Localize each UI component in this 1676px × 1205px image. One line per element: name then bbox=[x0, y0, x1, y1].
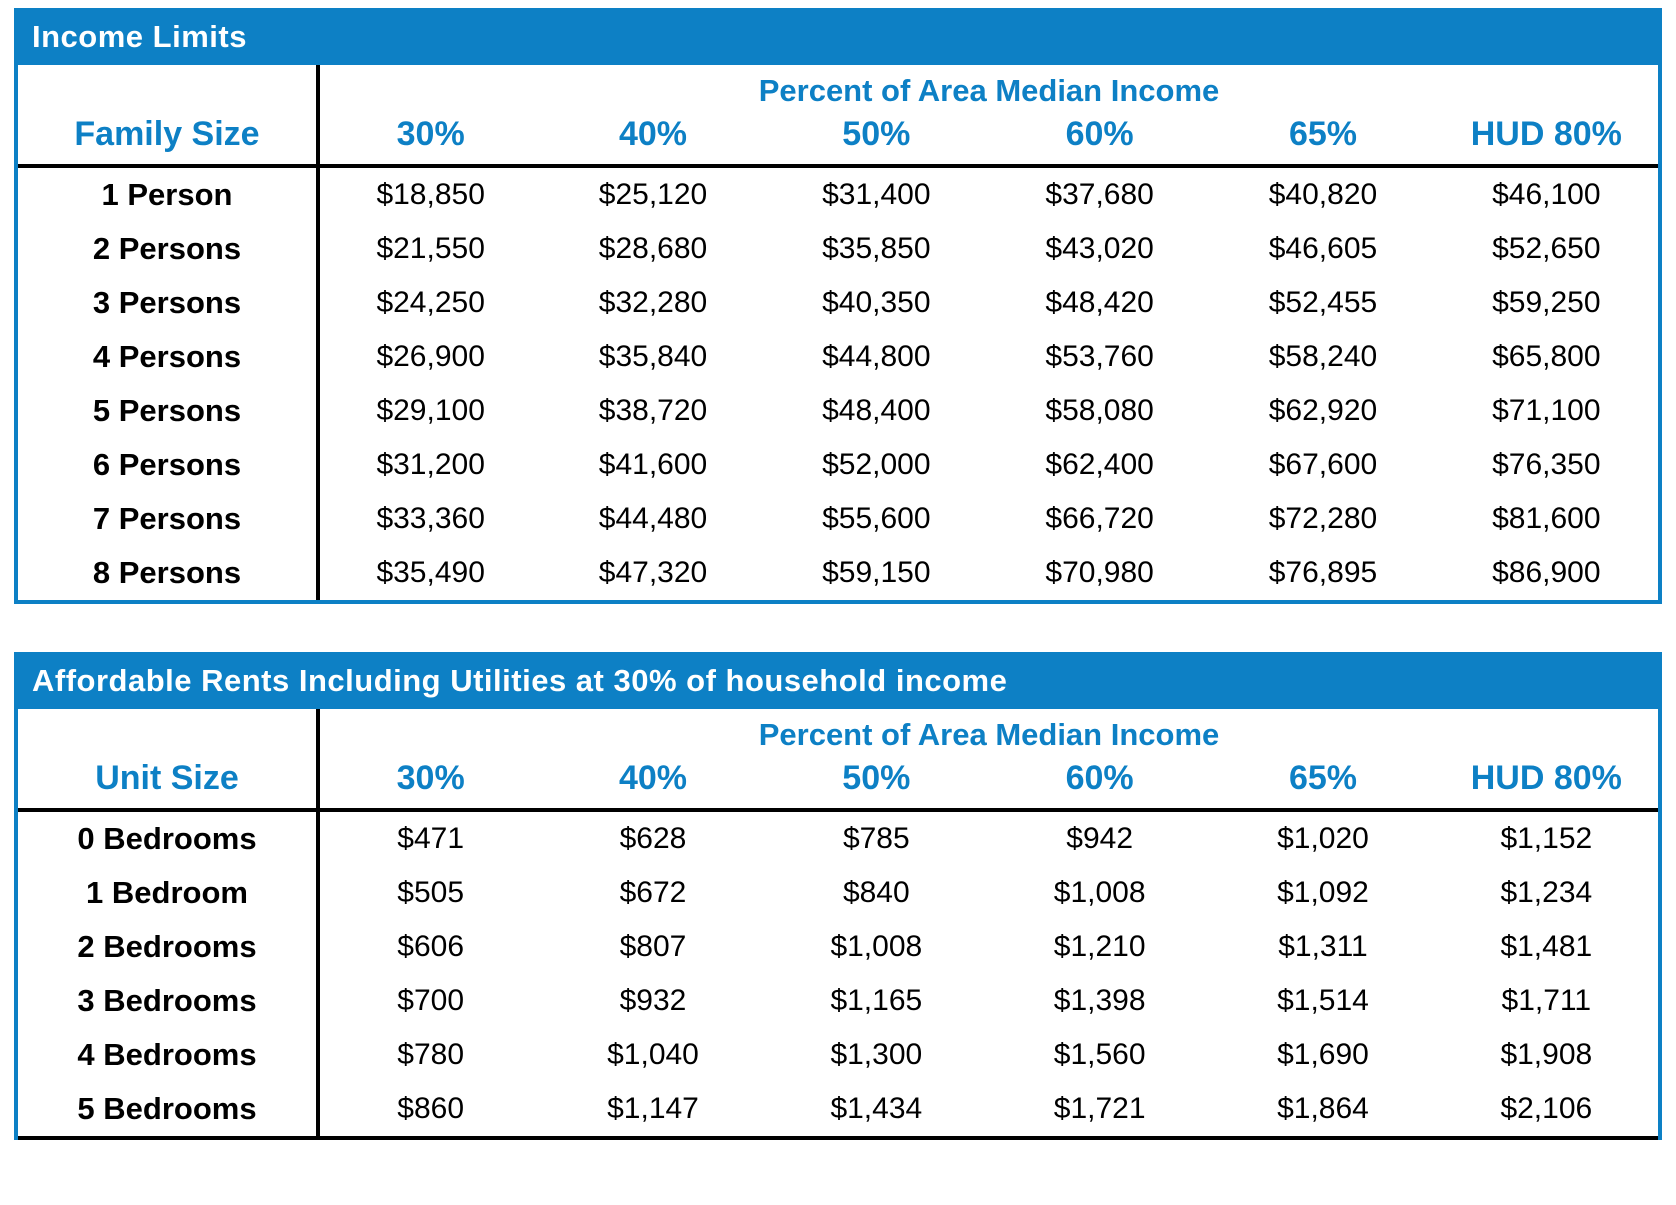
value-cell: $67,600 bbox=[1268, 448, 1378, 482]
value-cell: $41,600 bbox=[598, 448, 708, 482]
income-limits-grid bbox=[18, 65, 1658, 600]
table-row bbox=[18, 866, 1658, 920]
value-cell: $48,420 bbox=[1045, 286, 1154, 320]
row-label: 3 Bedrooms bbox=[77, 983, 257, 1019]
value-cell: $31,200 bbox=[318, 438, 541, 492]
value-cell: $33,360 bbox=[318, 492, 541, 546]
affordable-rents-table bbox=[14, 652, 1662, 1140]
column-header: 60% bbox=[988, 755, 1211, 810]
value-cell: $37,680 bbox=[1045, 178, 1154, 212]
column-header: 30% bbox=[318, 755, 541, 810]
value-cell: $505 bbox=[318, 866, 541, 920]
table-row bbox=[18, 974, 1658, 1028]
value-cell: $58,240 bbox=[1268, 340, 1378, 374]
table-row bbox=[18, 810, 1658, 866]
table-row bbox=[18, 492, 1658, 546]
table-row bbox=[18, 920, 1658, 974]
row-label: 4 Persons bbox=[92, 339, 242, 375]
value-cell: $70,980 bbox=[1045, 556, 1154, 590]
row-label: 5 Persons bbox=[92, 393, 242, 429]
row-label: 6 Persons bbox=[92, 447, 242, 483]
value-cell: $1,008 bbox=[1053, 876, 1146, 910]
value-cell: $942 bbox=[1066, 822, 1134, 856]
affordable-rents-title: Affordable Rents Including Utilities at 30% of household income bbox=[18, 656, 1658, 709]
column-header: 60% bbox=[988, 111, 1211, 166]
value-cell: $53,760 bbox=[1045, 340, 1154, 374]
column-header: 50% bbox=[765, 111, 988, 166]
value-cell: $471 bbox=[318, 810, 541, 866]
value-cell: $71,100 bbox=[1492, 394, 1601, 428]
value-cell: $1,690 bbox=[1277, 1038, 1369, 1072]
row-label: 4 Bedrooms bbox=[77, 1037, 257, 1073]
value-cell: $72,280 bbox=[1268, 502, 1378, 536]
value-cell: $38,720 bbox=[598, 394, 708, 428]
value-cell: $1,210 bbox=[1053, 930, 1146, 964]
value-cell: $35,850 bbox=[822, 232, 931, 266]
group-header: Percent of Area Median Income bbox=[318, 65, 1658, 111]
value-cell: $40,820 bbox=[1268, 178, 1378, 212]
value-cell: $807 bbox=[619, 930, 687, 964]
table-row bbox=[18, 330, 1658, 384]
value-cell: $81,600 bbox=[1492, 502, 1601, 536]
column-header: 65% bbox=[1211, 755, 1434, 810]
row-label: 8 Persons bbox=[92, 555, 242, 591]
table-row bbox=[18, 276, 1658, 330]
value-cell: $1,398 bbox=[1053, 984, 1146, 1018]
value-cell: $840 bbox=[842, 876, 910, 910]
value-cell: $1,165 bbox=[830, 984, 923, 1018]
value-cell: $628 bbox=[619, 822, 687, 856]
value-cell: $1,908 bbox=[1500, 1038, 1593, 1072]
value-cell: $47,320 bbox=[598, 556, 708, 590]
value-cell: $780 bbox=[318, 1028, 541, 1082]
value-cell: $1,040 bbox=[607, 1038, 699, 1072]
value-cell: $1,514 bbox=[1277, 984, 1369, 1018]
value-cell: $66,720 bbox=[1045, 502, 1154, 536]
value-cell: $18,850 bbox=[318, 166, 541, 222]
data-table bbox=[18, 709, 1658, 1140]
value-cell: $1,020 bbox=[1277, 822, 1369, 856]
column-header: 40% bbox=[541, 111, 764, 166]
value-cell: $606 bbox=[318, 920, 541, 974]
table-row bbox=[18, 384, 1658, 438]
row-label: 2 Persons bbox=[92, 231, 242, 267]
row-label: 1 Person bbox=[101, 177, 233, 213]
value-cell: $59,150 bbox=[822, 556, 931, 590]
income-limits-table bbox=[14, 8, 1662, 604]
column-header: HUD 80% bbox=[1435, 755, 1658, 810]
value-cell: $21,550 bbox=[318, 222, 541, 276]
corner-cell bbox=[18, 709, 318, 755]
group-header-row bbox=[18, 709, 1658, 755]
value-cell: $860 bbox=[318, 1082, 541, 1138]
row-label: 1 Bedroom bbox=[86, 875, 248, 911]
value-cell: $65,800 bbox=[1492, 340, 1601, 374]
table-row bbox=[18, 546, 1658, 600]
value-cell: $1,434 bbox=[765, 1082, 988, 1138]
income-limits-title: Income Limits bbox=[18, 12, 1658, 65]
value-cell: $26,900 bbox=[318, 330, 541, 384]
value-cell: $35,490 bbox=[318, 546, 541, 600]
row-header-label: Unit Size bbox=[18, 755, 318, 810]
value-cell: $785 bbox=[842, 822, 910, 856]
column-header-row bbox=[18, 111, 1658, 166]
value-cell: $31,400 bbox=[822, 178, 931, 212]
value-cell: $58,080 bbox=[1045, 394, 1154, 428]
group-header-row bbox=[18, 65, 1658, 111]
row-label: 2 Bedrooms bbox=[77, 929, 257, 965]
value-cell: $1,147 bbox=[541, 1082, 764, 1138]
value-cell: $1,721 bbox=[988, 1082, 1211, 1138]
value-cell: $1,864 bbox=[1211, 1082, 1434, 1138]
value-cell: $1,234 bbox=[1500, 876, 1593, 910]
row-label: 5 Bedrooms bbox=[18, 1082, 318, 1138]
affordable-rents-grid bbox=[18, 709, 1658, 1140]
column-header: 50% bbox=[765, 755, 988, 810]
group-header: Percent of Area Median Income bbox=[318, 709, 1658, 755]
value-cell: $44,800 bbox=[822, 340, 931, 374]
column-header: HUD 80% bbox=[1435, 111, 1658, 166]
corner-cell bbox=[18, 65, 318, 111]
value-cell: $46,605 bbox=[1268, 232, 1378, 266]
value-cell: $48,400 bbox=[822, 394, 931, 428]
value-cell: $62,920 bbox=[1268, 394, 1378, 428]
value-cell: $86,900 bbox=[1492, 556, 1601, 590]
value-cell: $2,106 bbox=[1435, 1082, 1658, 1138]
value-cell: $672 bbox=[619, 876, 687, 910]
value-cell: $46,100 bbox=[1492, 178, 1601, 212]
value-cell: $62,400 bbox=[1045, 448, 1154, 482]
value-cell: $1,152 bbox=[1500, 822, 1593, 856]
value-cell: $44,480 bbox=[598, 502, 708, 536]
column-header-row bbox=[18, 755, 1658, 810]
value-cell: $76,350 bbox=[1492, 448, 1601, 482]
value-cell: $29,100 bbox=[318, 384, 541, 438]
row-header-label: Family Size bbox=[18, 111, 318, 166]
value-cell: $1,092 bbox=[1277, 876, 1369, 910]
value-cell: $1,311 bbox=[1278, 930, 1368, 964]
value-cell: $1,300 bbox=[830, 1038, 923, 1072]
value-cell: $35,840 bbox=[598, 340, 708, 374]
column-header: 65% bbox=[1211, 111, 1434, 166]
value-cell: $52,455 bbox=[1268, 286, 1378, 320]
value-cell: $1,711 bbox=[1501, 984, 1592, 1018]
value-cell: $55,600 bbox=[822, 502, 931, 536]
value-cell: $1,560 bbox=[1053, 1038, 1146, 1072]
value-cell: $76,895 bbox=[1268, 556, 1378, 590]
table-row bbox=[18, 166, 1658, 222]
value-cell: $40,350 bbox=[822, 286, 931, 320]
value-cell: $52,650 bbox=[1492, 232, 1601, 266]
value-cell: $59,250 bbox=[1492, 286, 1601, 320]
value-cell: $24,250 bbox=[318, 276, 541, 330]
value-cell: $932 bbox=[619, 984, 687, 1018]
row-label: 3 Persons bbox=[92, 285, 242, 321]
data-table bbox=[18, 65, 1658, 600]
table-row bbox=[18, 1082, 1658, 1138]
table-row bbox=[18, 438, 1658, 492]
value-cell: $43,020 bbox=[1045, 232, 1154, 266]
row-label: 0 Bedrooms bbox=[77, 821, 257, 857]
value-cell: $52,000 bbox=[822, 448, 931, 482]
row-label: 7 Persons bbox=[92, 501, 242, 537]
value-cell: $1,481 bbox=[1500, 930, 1593, 964]
table-row bbox=[18, 1028, 1658, 1082]
table-row bbox=[18, 222, 1658, 276]
value-cell: $28,680 bbox=[598, 232, 708, 266]
value-cell: $1,008 bbox=[830, 930, 923, 964]
column-header: 40% bbox=[541, 755, 764, 810]
value-cell: $700 bbox=[318, 974, 541, 1028]
value-cell: $25,120 bbox=[598, 178, 708, 212]
value-cell: $32,280 bbox=[598, 286, 708, 320]
column-header: 30% bbox=[318, 111, 541, 166]
